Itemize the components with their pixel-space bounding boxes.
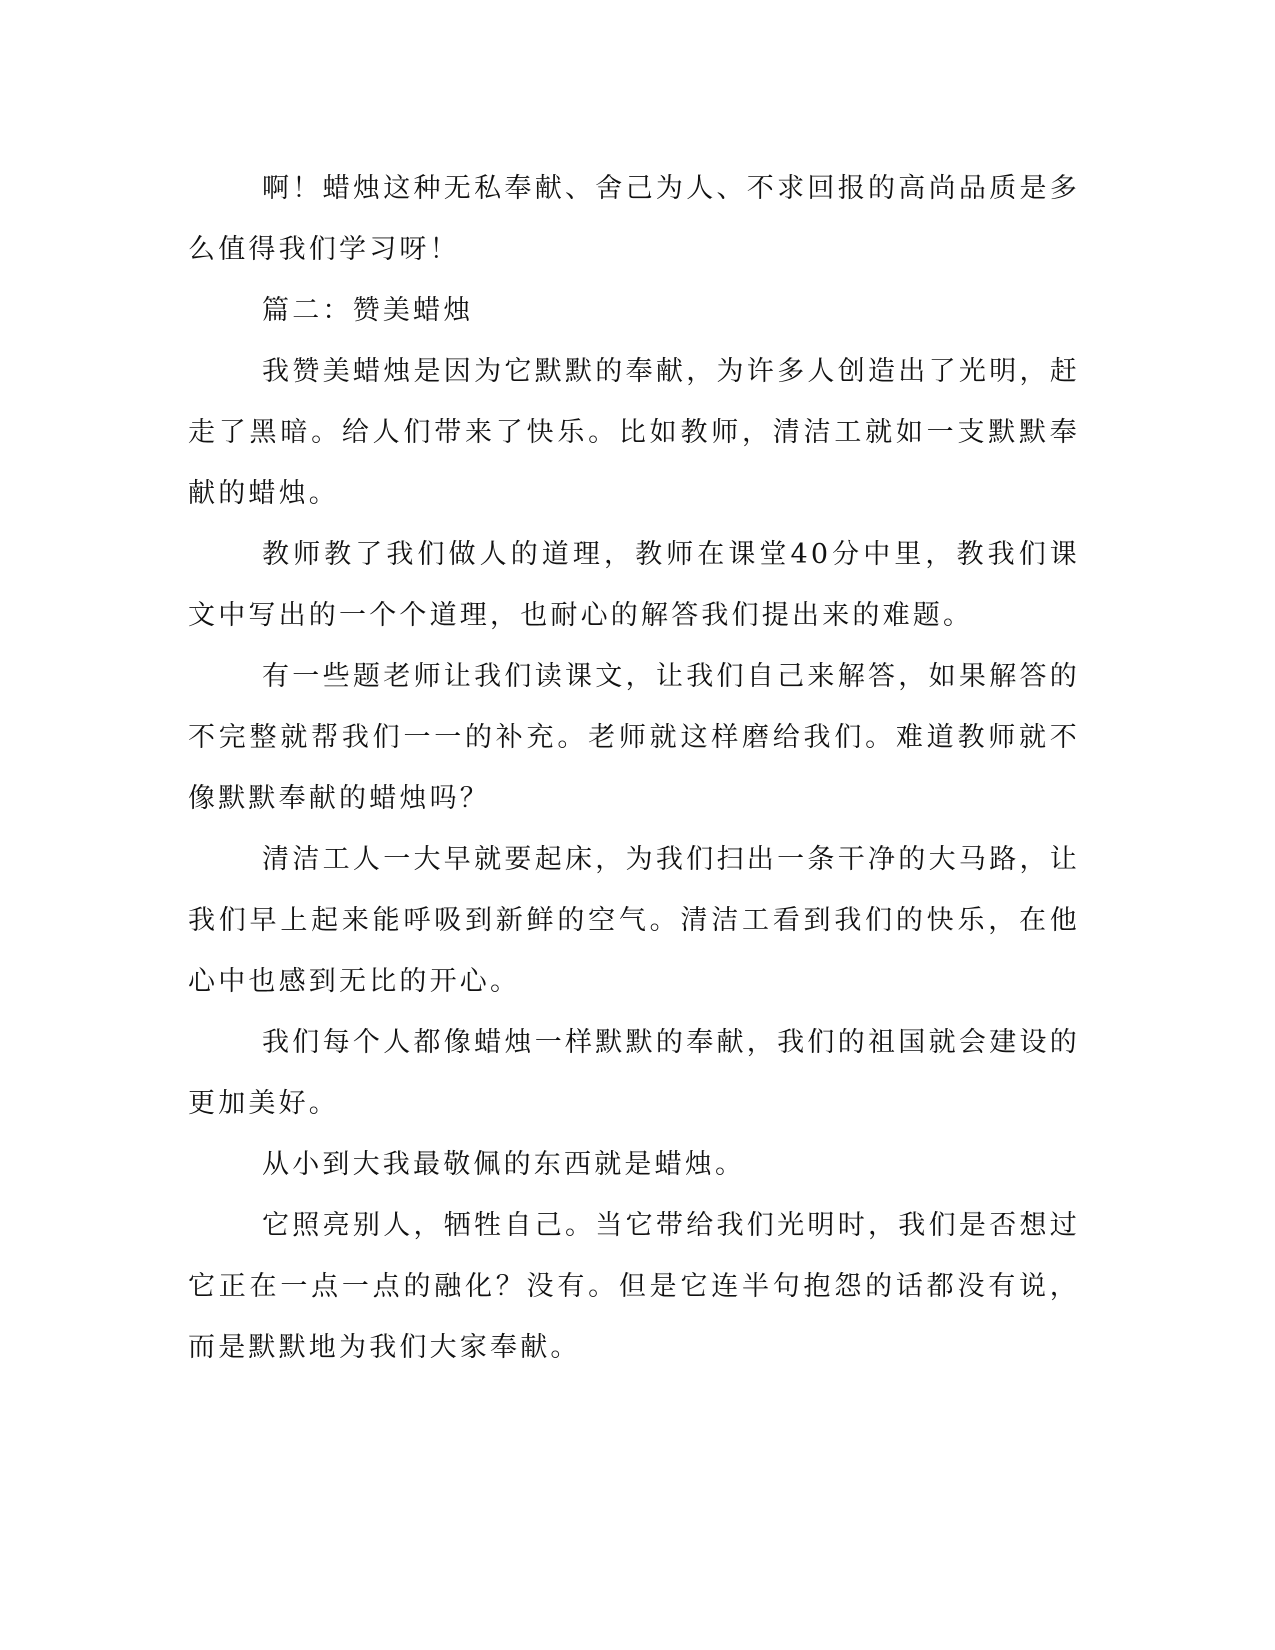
- paragraph-teacher: 教师教了我们做人的道理，教师在课堂40分中里，教我们课文中写出的一个个道理，也耐心的解答我们提出来的难题。: [188, 539, 1080, 631]
- document-body: [188, 158, 1080, 1378]
- paragraph-intro: 我赞美蜡烛是因为它默默的奉献，为许多人创造出了光明，赶走了黑暗。给人们带来了快乐。比如教师，清洁工就如一支默默奉献的蜡烛。: [188, 356, 1080, 509]
- paragraph-cleaner: 清洁工人一大早就要起床，为我们扫出一条干净的大马路，让我们早上起来能呼吸到新鲜的空气。清洁工看到我们的快乐，在他心中也感到无比的开心。: [188, 844, 1080, 997]
- paragraph-closing-praise: 啊！蜡烛这种无私奉献、舍己为人、不求回报的高尚品质是多么值得我们学习呀！: [188, 173, 1080, 265]
- paragraph-teacher-help: 有一些题老师让我们读课文，让我们自己来解答，如果解答的不完整就帮我们一一的补充。老师就这样磨给我们。难道教师就不像默默奉献的蜡烛吗？: [188, 661, 1080, 814]
- section-heading: 篇二：赞美蜡烛: [262, 295, 474, 326]
- paragraph-admiration: 从小到大我最敬佩的东西就是蜡烛。: [262, 1149, 746, 1180]
- paragraph-sacrifice: 它照亮别人，牺牲自己。当它带给我们光明时，我们是否想过它正在一点一点的融化？没有。但是它连半句抱怨的话都没有说，而是默默地为我们大家奉献。: [188, 1210, 1080, 1363]
- paragraph-everyone: 我们每个人都像蜡烛一样默默的奉献，我们的祖国就会建设的更加美好。: [188, 1027, 1080, 1119]
